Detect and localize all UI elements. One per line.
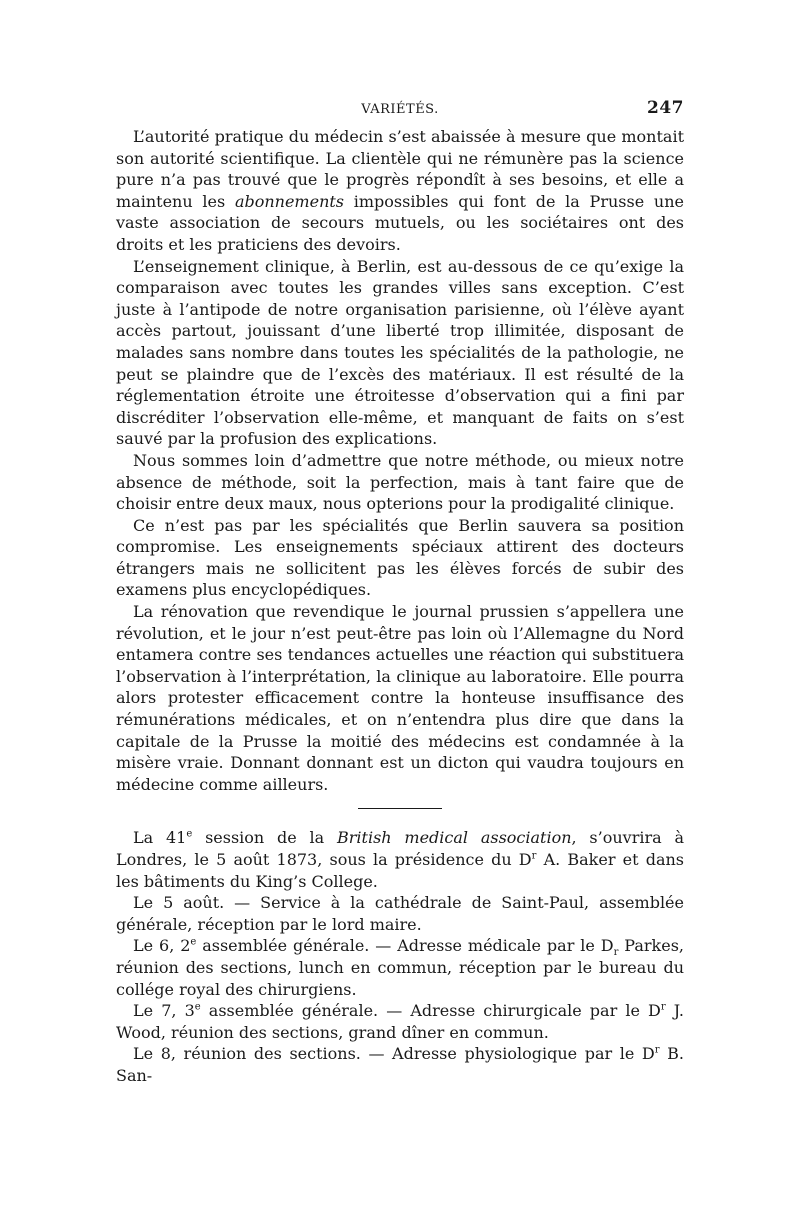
running-title: VARIÉTÉS. [361, 102, 439, 117]
page-number: 247 [647, 98, 684, 118]
paragraph-5-aout: Le 5 août. — Service à la cathédrale de Saint-Paul, assemblée générale, réception par le lord maire. [116, 893, 684, 934]
paragraph-8-aout: Le 8, réunion des sections. — Adresse physiologique par le $D^r$ B. San- [116, 1044, 684, 1085]
emphasis-abonnements: abonnements [234, 191, 345, 211]
paragraph-6-aout: Le 6, 2e assemblée générale. — Adresse médicale par le $D_r$ Parkes, réunion des sections, lunch en commun, réception par le bureau du collége royal des chirurgiens. [116, 936, 685, 999]
paragraph-autorite: L’autorité pratique du médecin s’est abaissée à mesure que montait son autorité scientifique. La clientèle qui ne rémunère pas la science pure n’a pas trouvé que le progrès répondît à ses besoins, et elle a maintenu les abonnements impossibles qui font de la Prusse une vaste association de secours mutuels, ou les sociétaires ont des droits et les praticiens des devoirs. [116, 127, 684, 254]
paragraph-7-aout: Le 7, 3e assemblée générale. — Adresse chirurgicale par le $D^r$ J. Wood, réunion des sections, grand dîner en commun. [116, 1001, 685, 1042]
section-divider [358, 808, 442, 809]
paragraph-british-association: La 41e session de la British medical association, s’ouvrira à Londres, le 5 août 1873, sous la présidence du $D^r$ A. Baker et dans les bâtiments du King’s College. [116, 828, 684, 891]
emphasis-association-name: British medical association [337, 828, 572, 848]
paragraph-specialites: Ce n’est pas par les spécialités que Berlin sauvera sa position compromise. Les enseignements spéciaux attirent des docteurs étrangers mais ne sollicitent pas les élèves forcés de subir des examens plus encyclopédiques. [116, 515, 684, 600]
running-head [116, 98, 684, 122]
paragraph-methode: Nous sommes loin d’admettre que notre méthode, ou mieux notre absence de méthode, soit la perfection, mais à tant faire que de choisir entre deux maux, nous opterions pour la prodigalité clinique. [116, 450, 684, 514]
paragraph-renovation: La rénovation que revendique le journal prussien s’appellera une révolution, et le jour n’est peut-être pas loin où l’Allemagne du Nord entamera contre ses tendances actuelles une réaction qui substituera l’observation à l’interprétation, la clinique au laboratoire. Elle pourra alors protester efficacement contre la honteuse insuffisance des rémunérations médicales, et on n’entendra plus dire que dans la capitale de la Prusse la moitié des médecins est condamnée à la misère vraie. Donnant donnant est un dicton qui vaudra toujours en médecine comme ailleurs. [116, 602, 684, 794]
book-page [116, 98, 684, 1087]
paragraph-enseignement: L’enseignement clinique, à Berlin, est au-dessous de ce qu’exige la comparaison avec toutes les grandes villes sans exception. C’est juste à l’antipode de notre organisation parisienne, où l’élève ayant accès partout, jouissant d’une liberté trop illimitée, disposant de malades sans nombre dans toutes les spécialités de la pathologie, ne peut se plaindre que de l’excès des matériaux. Il est résulté de la réglementation étroite une étroitesse d’observation qui a fini par discréditer l’observation elle-même, et manquant de faits on s’est sauvé par la profusion des explications. [116, 256, 684, 449]
